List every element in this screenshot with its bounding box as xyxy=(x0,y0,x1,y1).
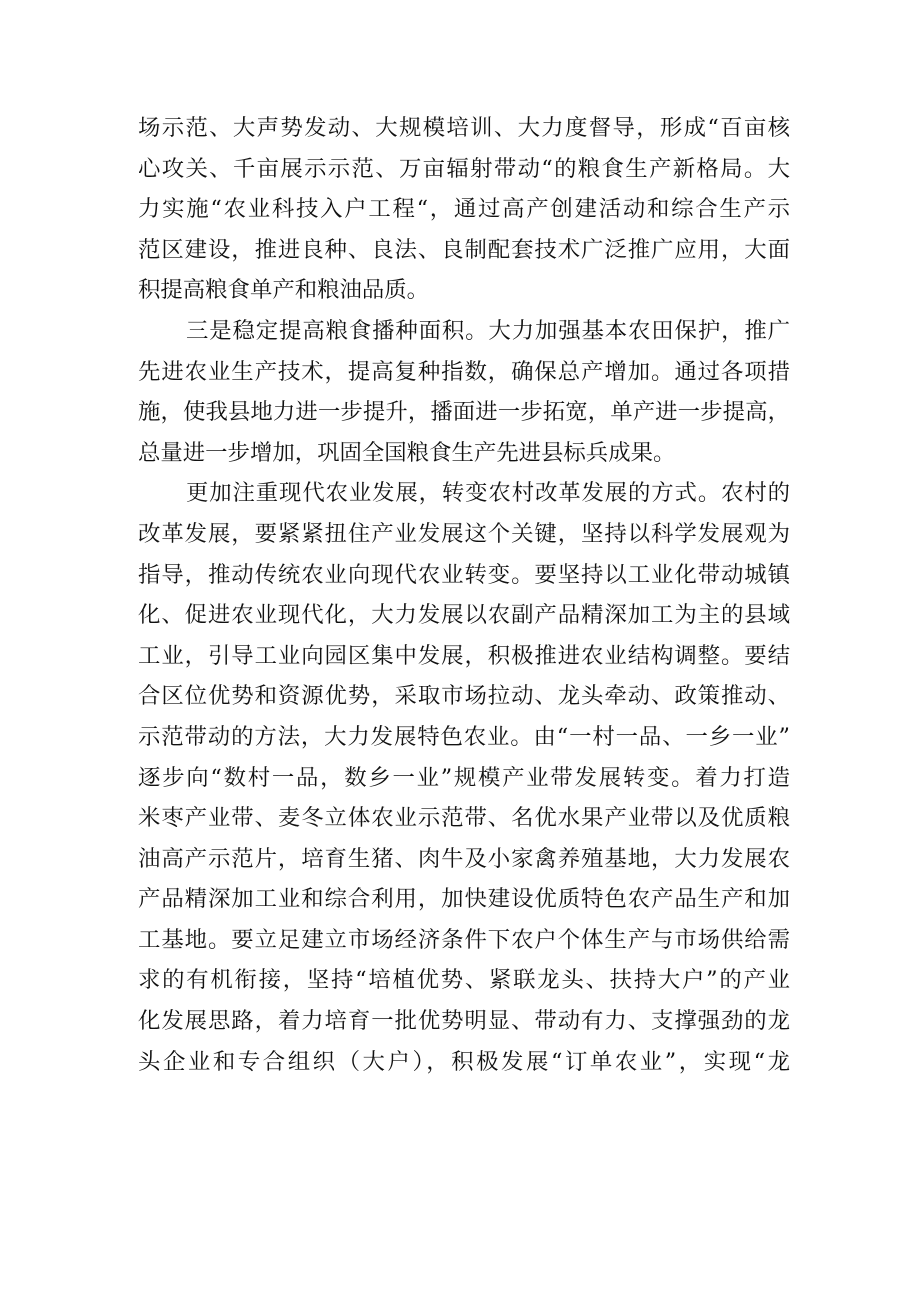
text-line: 求的有机衔接，坚持“培植优势、紧联龙头、扶持大户”的产业 xyxy=(138,967,790,994)
text-line: 化发展思路，着力培育一批优势明显、带动有力、支撑强劲的龙 xyxy=(138,1008,790,1035)
text-line: 工业，引导工业向园区集中发展，积极推进农业结构调整。要结 xyxy=(138,642,790,669)
text-line: 指导，推动传统农业向现代农业转变。要坚持以工业化带动城镇 xyxy=(138,561,790,588)
text-line: 积提高粮食单产和粮油品质。 xyxy=(138,277,430,304)
text-line: 头企业和专合组织（大户），积极发展“订单农业”，实现“龙 xyxy=(138,1048,790,1075)
text-line: 心攻关、千亩展示示范、万亩辐射带动“的粮食生产新格局。大 xyxy=(138,155,790,182)
text-line: 合区位优势和资源优势，采取市场拉动、龙头牵动、政策推动、 xyxy=(138,683,790,710)
text-line: 逐步向“数村一品，数乡一业”规模产业带发展转变。着力打造 xyxy=(138,764,790,791)
text-line: 米枣产业带、麦冬立体农业示范带、名优水果产业带以及优质粮 xyxy=(138,805,790,832)
text-line: 油高产示范片，培育生猪、肉牛及小家禽养殖基地，大力发展农 xyxy=(138,845,790,872)
text-line: 化、促进农业现代化，大力发展以农副产品精深加工为主的县域 xyxy=(138,602,790,629)
text-line: 示范带动的方法，大力发展特色农业。由“一村一品、一乡一业” xyxy=(138,723,790,750)
document-body xyxy=(138,108,790,1082)
text-line: 工基地。要立足建立市场经济条件下农户个体生产与市场供给需 xyxy=(138,926,790,953)
text-line: 力实施“农业科技入户工程“，通过高产创建活动和综合生产示 xyxy=(138,196,790,223)
text-line: 产品精深加工业和综合利用，加快建设优质特色农产品生产和加 xyxy=(138,886,790,913)
paragraph-start-line: 三是稳定提高粮食播种面积。大力加强基本农田保护，推广 xyxy=(186,317,790,344)
text-line: 总量进一步增加，巩固全国粮食生产先进县标兵成果。 xyxy=(138,439,676,466)
paragraph-start-line: 更加注重现代农业发展，转变农村改革发展的方式。农村的 xyxy=(186,480,790,507)
text-line: 场示范、大声势发动、大规模培训、大力度督导，形成“百亩核 xyxy=(138,115,790,141)
text-line: 范区建设，推进良种、良法、良制配套技术广泛推广应用，大面 xyxy=(138,236,790,263)
text-line: 先进农业生产技术，提高复种指数，确保总产增加。通过各项措 xyxy=(138,358,790,385)
text-line: 改革发展，要紧紧扭住产业发展这个关键，坚持以科学发展观为 xyxy=(138,520,790,547)
text-line: 施，使我县地力进一步提升，播面进一步拓宽，单产进一步提高， xyxy=(138,399,790,426)
